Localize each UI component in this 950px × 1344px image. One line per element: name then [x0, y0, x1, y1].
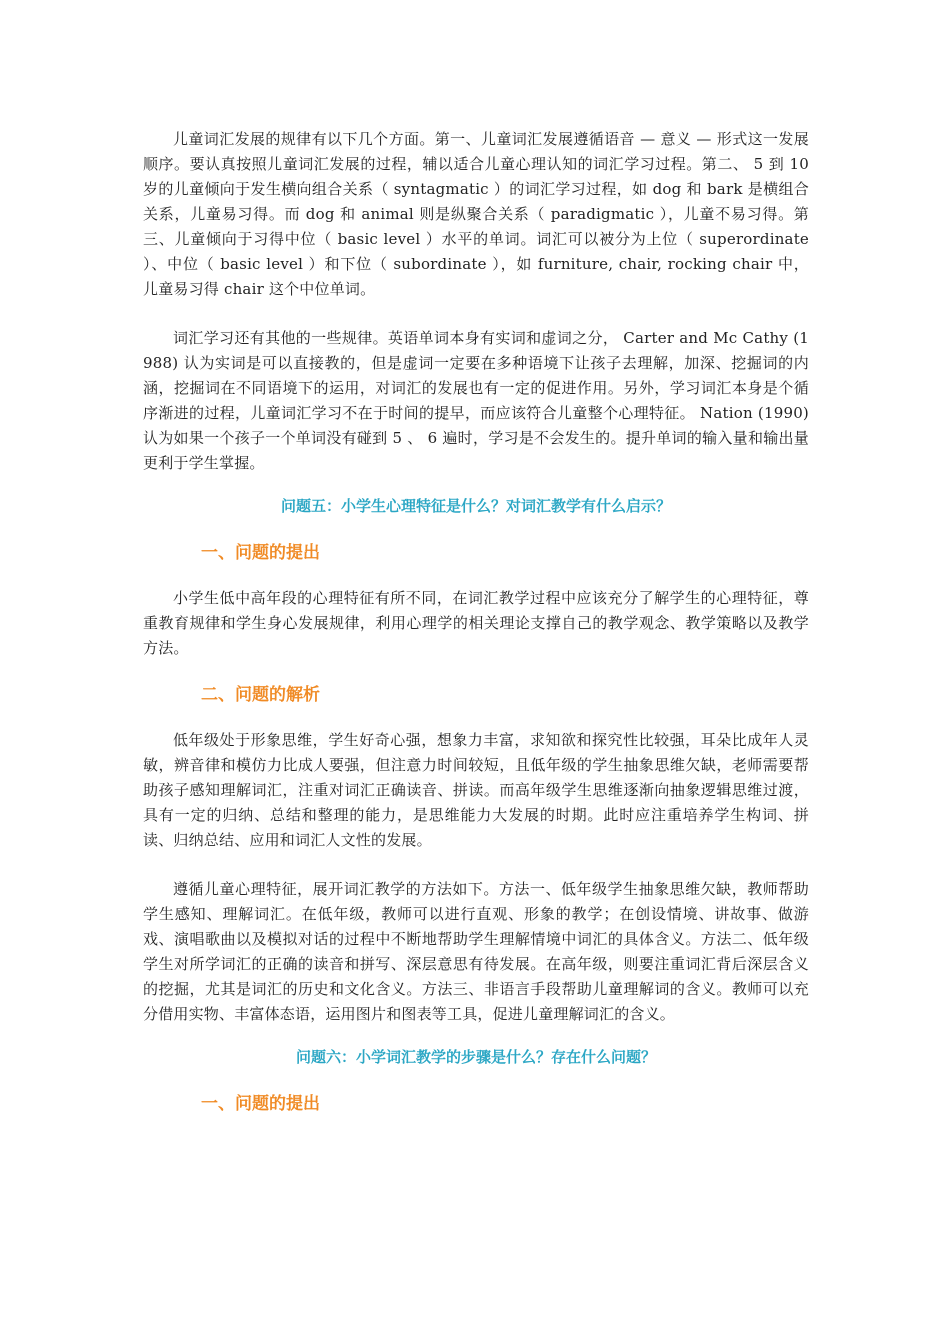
- spacer: [143, 1070, 809, 1091]
- paragraph-other-rules: 词汇学习还有其他的一些规律。英语单词本身有实词和虚词之分， Carter and Mc Cathy (1988) 认为实词是可以直接教的，但是虚词一定要在多种语境下让孩子去理解，加深、挖掘词的内涵，挖掘词在不同语境下的运用，对词汇的发展也有一定的促进作用。另外，学习词汇本身是个循序渐进的过程，儿童词汇学习不在于时间的提早，而应该符合儿童整个心理特征。 Nation (1990) 认为如果一个孩子一个单词没有碰到 5 、 6 遍时，学习是不会发生的。提升单词的输入量和输出量更利于学生掌握。: [143, 329, 809, 472]
- question-five-title: 问题五：小学生心理特征是什么？对词汇教学有什么启示？: [280, 497, 671, 515]
- paragraph-grade-thinking: 低年级处于形象思维，学生好奇心强，想象力丰富，求知欲和探究性比较强，耳朵比成年人灵敏，辨音律和模仿力比成人要强，但注意力时间较短，且低年级的学生抽象思维欠缺，老师需要帮助孩子感知理解词汇，注重对词汇正确读音、拼读。而高年级学生思维逐渐向抽象逻辑思维过渡，具有一定的归纳、总结和整理的能力，是思维能力大发展的时期。此时应注重培养学生构词、拼读、归纳总结、应用和词汇人文性的发展。: [143, 731, 809, 849]
- question-six-title: 问题六：小学词汇教学的步骤是什么？存在什么问题？: [295, 1048, 656, 1066]
- spacer: [143, 519, 809, 540]
- paragraph-teaching-methods: 遵循儿童心理特征，展开词汇教学的方法如下。方法一、低年级学生抽象思维欠缺，教师帮助学生感知、理解词汇。在低年级，教师可以进行直观、形象的教学；在创设情境、讲故事、做游戏、演唱歌曲以及模拟对话的过程中不断地帮助学生理解情境中词汇的具体含义。方法二、低年级学生对所学词汇的正确的读音和拼写、深层意思有待发展。在高年级，则要注重词汇背后深层含义的挖掘，尤其是词汇的历史和文化含义。方法三、非语言手段帮助儿童理解词的含义。教师可以充分借用实物、丰富体态语，运用图片和图表等工具，促进儿童理解词汇的含义。: [143, 880, 809, 1023]
- spacer: [143, 1027, 809, 1045]
- paragraph-gap: [143, 853, 809, 877]
- spacer: [143, 476, 809, 494]
- spacer: [143, 708, 809, 728]
- section-raise-question: 一、问题的提出: [201, 543, 320, 563]
- spacer: [143, 661, 809, 682]
- paragraph-gap: [143, 302, 809, 326]
- section-raise-question-q6: 一、问题的提出: [201, 1094, 320, 1114]
- section-analysis: 二、问题的解析: [201, 685, 320, 705]
- paragraph-student-psychology: 小学生低中高年段的心理特征有所不同，在词汇教学过程中应该充分了解学生的心理特征，尊重教育规律和学生身心发展规律，利用心理学的相关理论支撑自己的教学观念、教学策略以及教学方法。: [143, 589, 809, 657]
- paragraph-vocab-development-rules: 儿童词汇发展的规律有以下几个方面。第一、儿童词汇发展遵循语音 — 意义 — 形式这一发展顺序。要认真按照儿童词汇发展的过程，辅以适合儿童心理认知的词汇学习过程。第二、 5 到 10 岁的儿童倾向于发生横向组合关系（ syntagmatic ）的词汇学习过程，如 dog 和 bark 是横组合关系，儿童易习得。而 dog 和 animal 则是纵聚合关系（ paradigmatic ），儿童不易习得。第三、儿童倾向于习得中位（ basic level ）水平的单词。词汇可以被分为上位（ superordinate ）、中位（ basic level ）和下位（ subordinate ），如 furniture, chair, rocking chair 中，儿童易习得 chair 这个中位单词。: [143, 130, 809, 298]
- document-page: [143, 127, 809, 1117]
- spacer: [143, 566, 809, 586]
